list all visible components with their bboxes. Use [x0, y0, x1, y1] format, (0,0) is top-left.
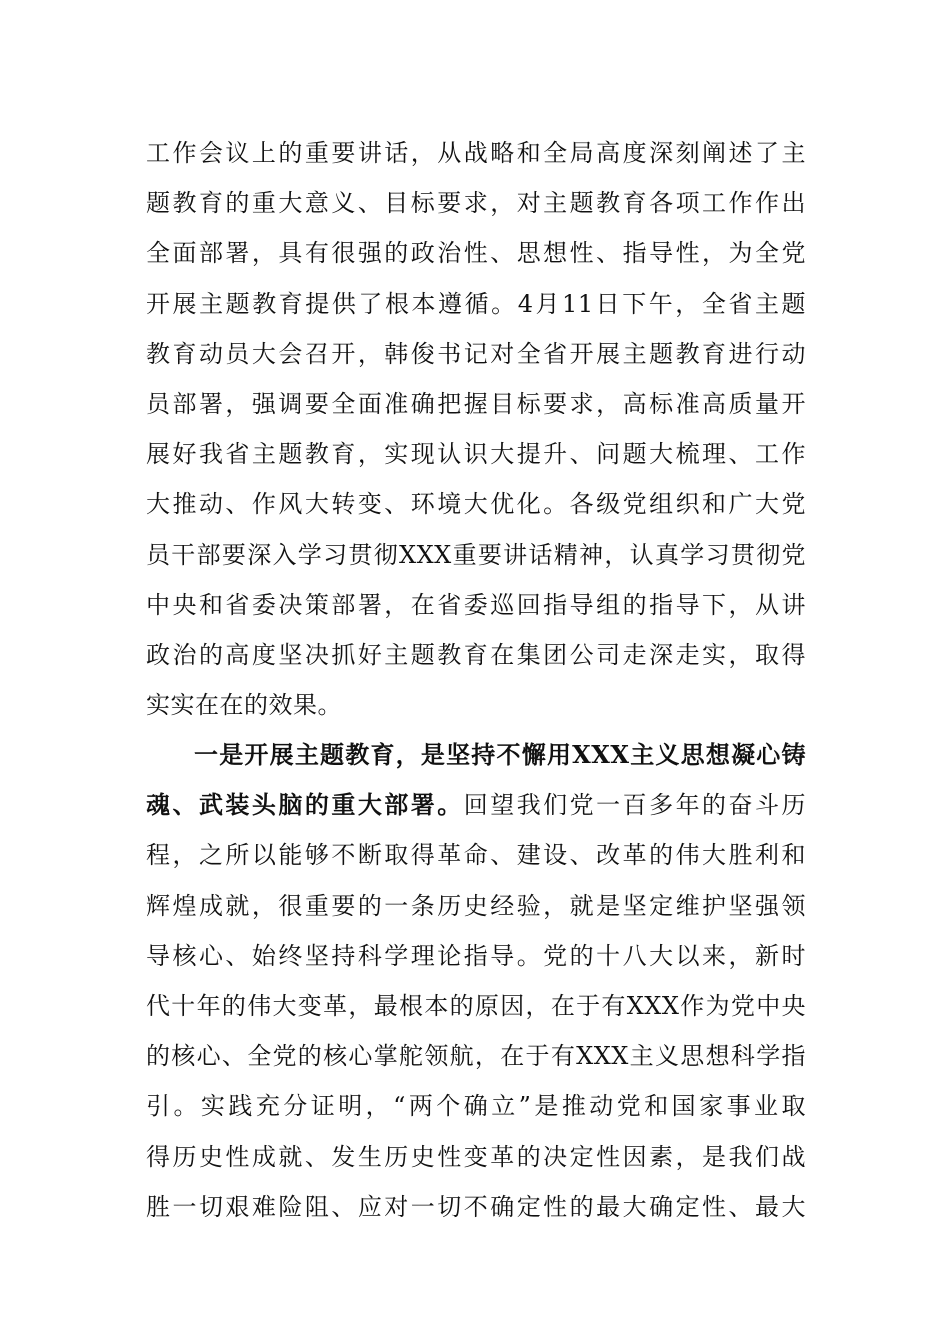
text-span: 回望我们党一百多年的奋斗历	[463, 791, 806, 820]
text-line: 得历史性成就、发生历史性变革的决定性因素，是我们战	[146, 1142, 806, 1171]
text-line: 中央和省委决策部署，在省委巡回指导组的指导下，从讲	[146, 590, 806, 619]
paragraph-1	[146, 128, 806, 730]
bold-heading-tail: 魂、武装头脑的重大部署。	[146, 790, 464, 820]
text-line: 工作会议上的重要讲话，从战略和全局高度深刻阐述了主	[146, 139, 806, 167]
text-line: 题教育的重大意义、目标要求，对主题教育各项工作作出	[146, 189, 806, 218]
text-line: 大推动、作风大转变、环境大优化。各级党组织和广大党	[146, 490, 806, 519]
text-line: 员部署，强调要全面准确把握目标要求，高标准高质量开	[146, 389, 806, 418]
text-line: 政治的高度坚决抓好主题教育在集团公司走深走实，取得	[146, 640, 806, 669]
paragraph-2	[146, 730, 806, 1232]
text-line: 开展主题教育提供了根本遵循。4月11日下午，全省主题	[146, 289, 806, 318]
text-line: 引。实践充分证明，“两个确立”是推动党和国家事业取	[146, 1092, 806, 1121]
text-line: 导核心、始终坚持科学理论指导。党的十八大以来，新时	[146, 941, 806, 970]
text-line: 展好我省主题教育，实现认识大提升、问题大梳理、工作	[146, 440, 806, 469]
text-line: 全面部署，具有很强的政治性、思想性、指导性，为全党	[146, 239, 806, 268]
text-line: 的核心、全党的核心掌舵领航，在于有XXX主义思想科学指	[146, 1042, 806, 1071]
text-line: 代十年的伟大变革，最根本的原因，在于有XXX作为党中央	[146, 991, 806, 1020]
text-line: 辉煌成就，很重要的一条历史经验，就是坚定维护坚强领	[146, 891, 806, 920]
text-line: 实实在在的效果。	[146, 691, 342, 720]
bold-heading-line: 一是开展主题教育，是坚持不懈用XXX主义思想凝心铸	[194, 740, 806, 769]
text-line: 程，之所以能够不断取得革命、建设、改革的伟大胜利和	[146, 841, 806, 870]
text-line: 胜一切艰难险阻、应对一切不确定性的最大确定性、最大	[146, 1192, 806, 1221]
text-line: 员干部要深入学习贯彻XXX重要讲话精神，认真学习贯彻党	[146, 540, 806, 569]
text-line	[146, 780, 806, 830]
text-line: 教育动员大会召开，韩俊书记对全省开展主题教育进行动	[146, 339, 806, 368]
